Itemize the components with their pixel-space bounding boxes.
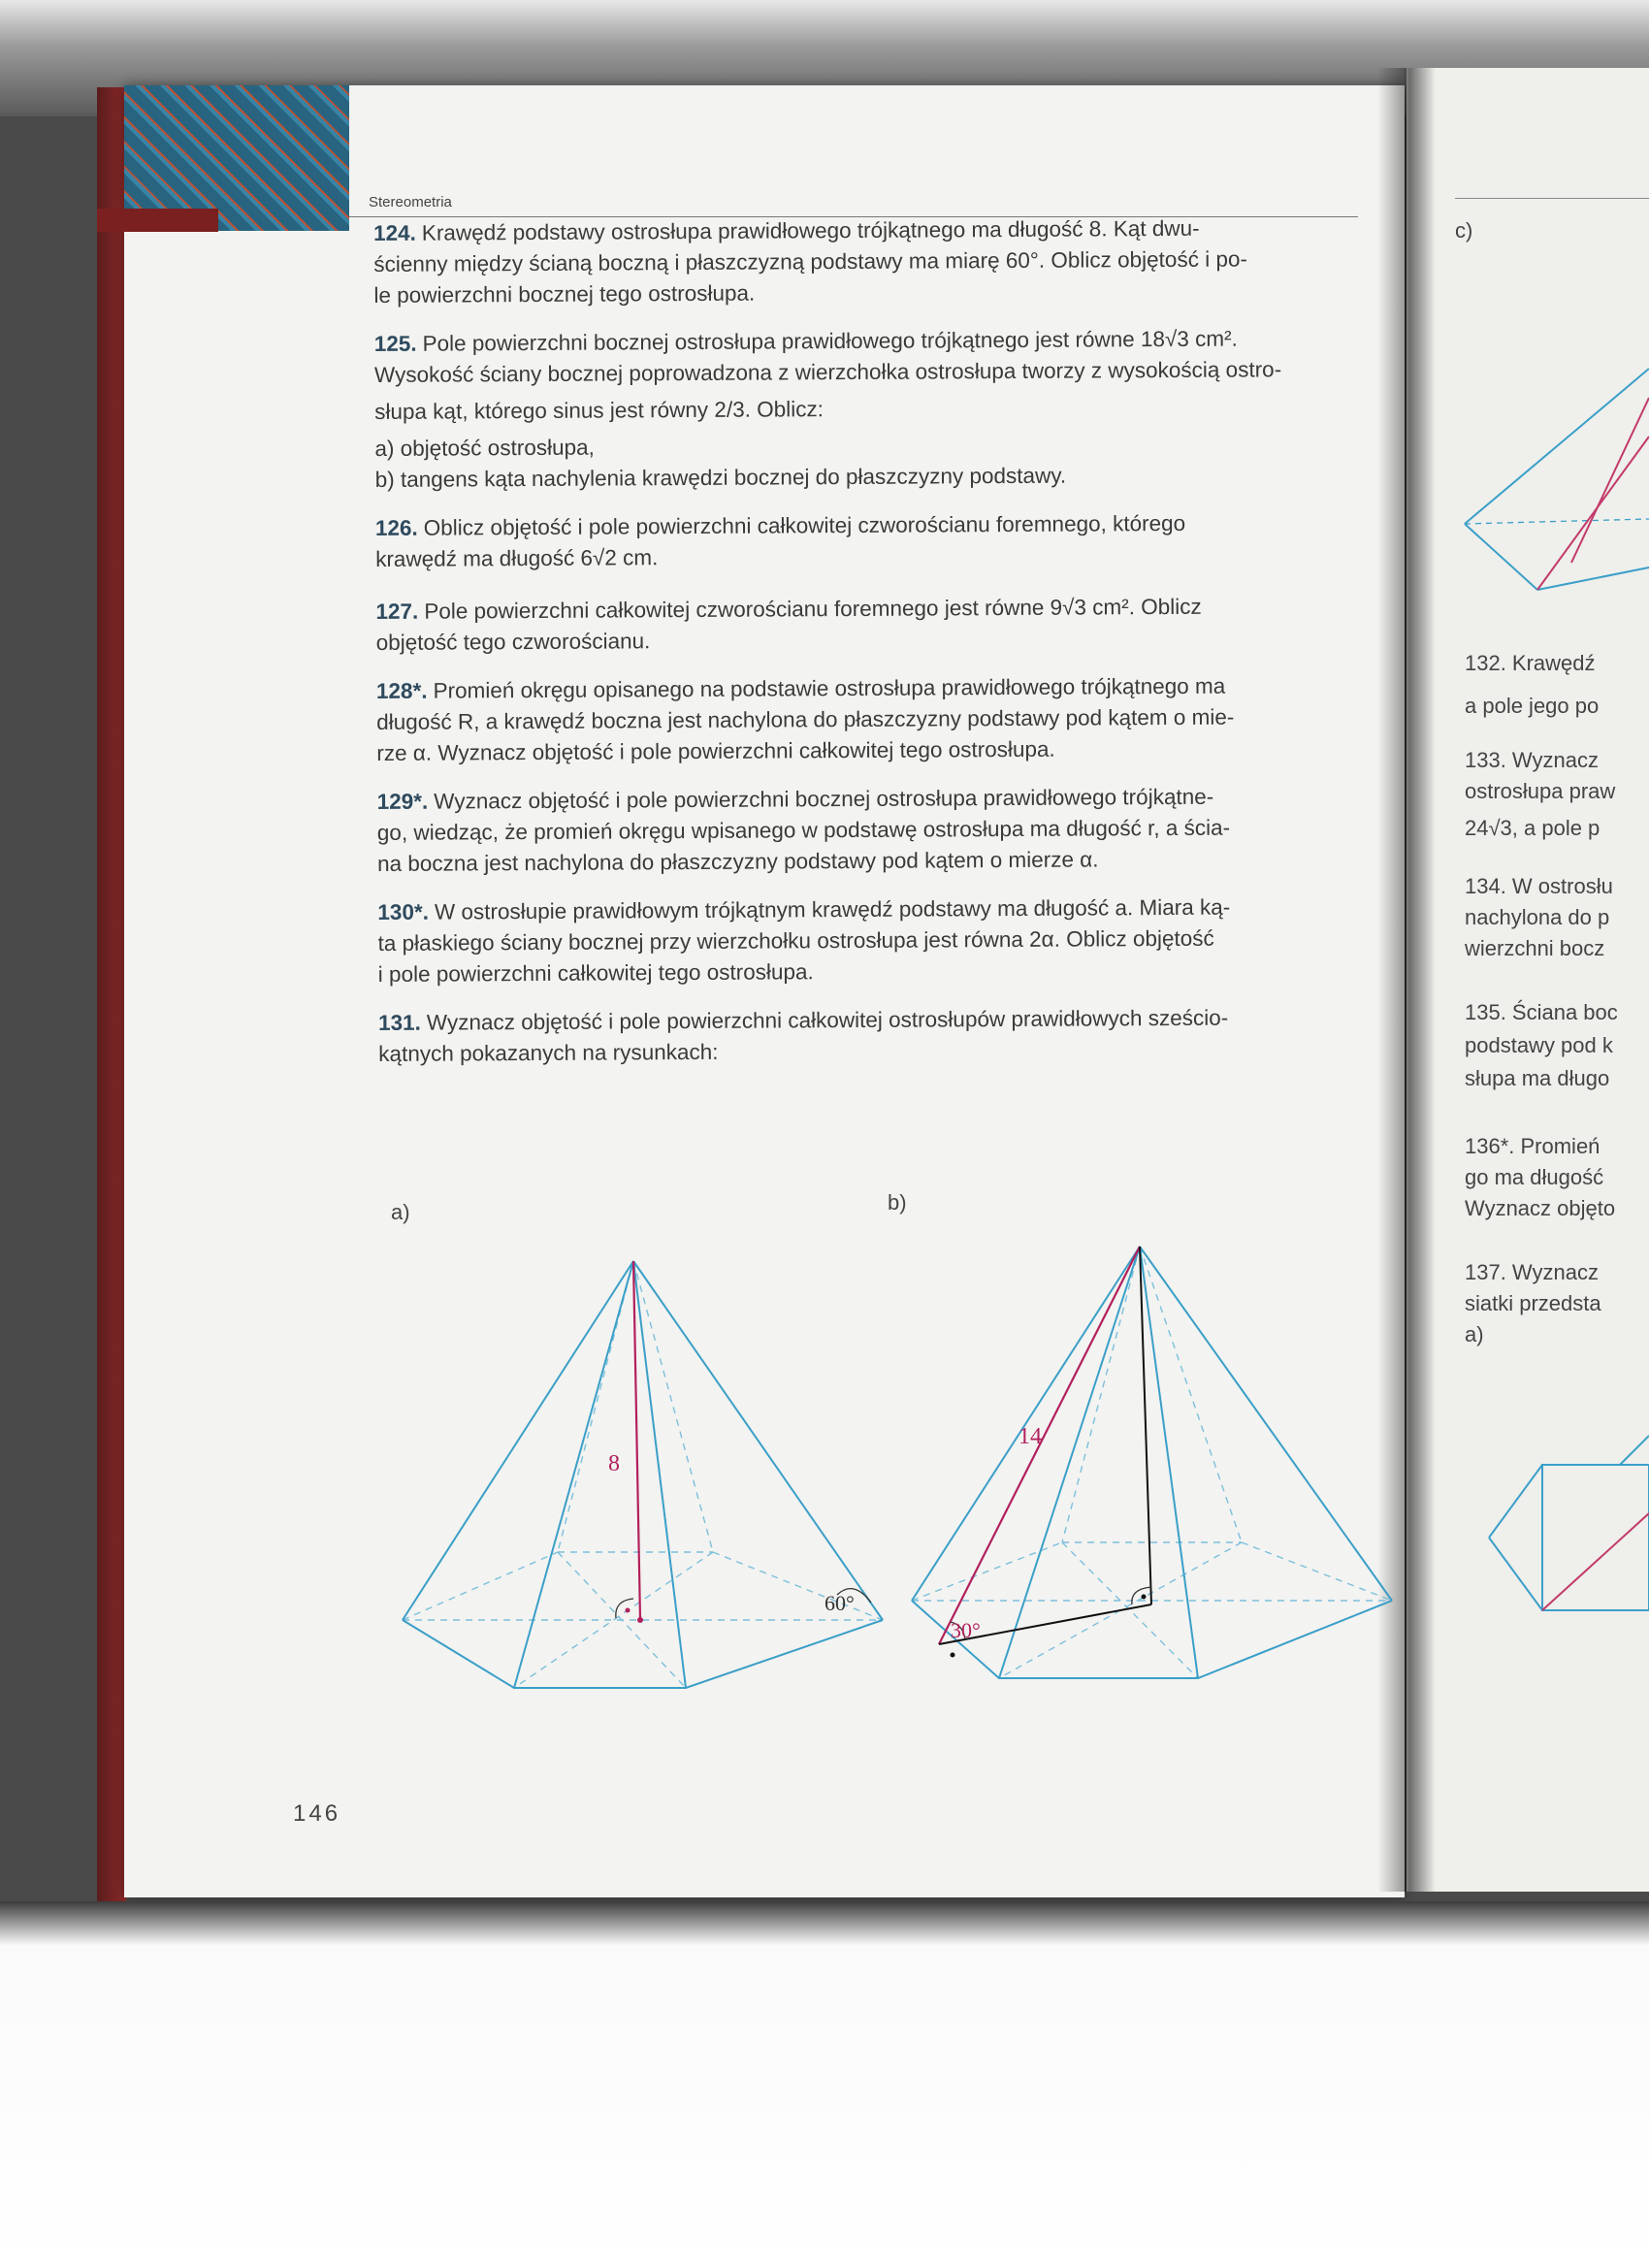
- problem-line: Krawędź podstawy ostrosłupa prawidłowego trójkątnego ma długość 8. Kąt dwu-: [421, 215, 1200, 245]
- hidden-edge: [633, 1261, 713, 1552]
- right-fragment: 135. Ściana boc: [1465, 1000, 1618, 1024]
- problem-line: b) tangens kąta nachylenia krawędzi bocznej do płaszczyzny podstawy.: [374, 463, 1067, 492]
- hidden-edge: [1140, 1247, 1242, 1542]
- problem-line: W ostrosłupie prawidłowym trójkątnym krawędź podstawy ma długość a. Miara ką-: [434, 894, 1231, 924]
- edge-line: [1537, 567, 1649, 590]
- right-fragment: 137. Wyznacz: [1465, 1260, 1599, 1284]
- highlighted-edge: [1571, 398, 1649, 563]
- problem-line: na boczna jest nachylona do płaszczyzny podstawy pod kątem o mierze α.: [376, 847, 1099, 876]
- problem-line: ta płaskiego ściany bocznej przy wierzchołku ostrosłupa jest równa 2α. Oblicz objętość: [377, 925, 1214, 956]
- lateral-edge: [999, 1247, 1140, 1678]
- right-angle-dot: [626, 1608, 630, 1613]
- lateral-edge: [1140, 1247, 1198, 1678]
- problem-127: [375, 591, 1374, 659]
- net-edge: [1489, 1465, 1542, 1538]
- net-edge: [1620, 1436, 1649, 1465]
- problem-line: Oblicz objętość i pole powierzchni całkowitej czworościanu foremnego, którego: [423, 510, 1186, 540]
- right-fragment: 134. W ostrosłu: [1465, 874, 1613, 898]
- figure-c-label: c): [1455, 218, 1473, 243]
- pyramid-figure-b: [912, 1247, 1392, 1678]
- problem-line: objętość tego czworościanu.: [375, 629, 651, 655]
- pyramid-figure-a: [403, 1261, 883, 1688]
- right-fragment: ostrosłupa praw: [1465, 779, 1616, 803]
- problem-number: 125.: [373, 331, 417, 356]
- hidden-edge: [403, 1552, 558, 1620]
- hidden-edge: [1242, 1542, 1392, 1601]
- height-value-label: 8: [608, 1451, 620, 1476]
- chapter-tab: [97, 209, 218, 232]
- hidden-diagonal: [558, 1552, 686, 1688]
- base-edges: [403, 1620, 883, 1688]
- base-edges: [912, 1601, 1392, 1678]
- right-fragment: Wyznacz objęto: [1465, 1196, 1616, 1220]
- highlighted-edge: [1537, 437, 1649, 590]
- right-fragment: 24√3, a pole p: [1465, 816, 1600, 840]
- net-edge: [1489, 1538, 1542, 1610]
- hidden-diagonal: [1062, 1542, 1198, 1678]
- problem-line: go, wiedząc, że promień okręgu wpisanego w podstawę ostrosłupa ma długość r, a ścia-: [376, 815, 1231, 845]
- right-angle-dot: [1142, 1595, 1147, 1600]
- problem-number: 128*.: [375, 678, 428, 703]
- right-fragment: a): [1465, 1322, 1484, 1346]
- net-square: [1542, 1465, 1649, 1610]
- angle-dot: [951, 1653, 955, 1658]
- right-fragment: wierzchni bocz: [1465, 936, 1605, 960]
- hexagonal-pyramid-figures: [383, 1232, 1411, 1717]
- problem-line: Wyznacz objętość i pole powierzchni całkowitej ostrosłupów prawidłowych sześcio-: [426, 1005, 1229, 1035]
- pyramid-height: [1140, 1247, 1151, 1604]
- problem-number: 127.: [375, 599, 419, 624]
- problem-number: 126.: [374, 515, 418, 540]
- problem-126: [375, 507, 1374, 575]
- edge-line: [1465, 369, 1649, 524]
- problem-line: Wysokość ściany bocznej poprowadzona z wierzchołka ostrosłupa tworzy z wysokością ostro-: [373, 357, 1282, 387]
- right-fragment: siatki przedsta: [1465, 1291, 1601, 1315]
- right-fragment: słupa ma długo: [1465, 1066, 1610, 1090]
- right-fragment: podstawy pod k: [1465, 1033, 1613, 1057]
- problem-list: [373, 212, 1377, 1087]
- angle-60-label: 60°: [824, 1591, 855, 1615]
- problem-line: długość R, a krawędź boczna jest nachylona do płaszczyzny podstawy pod kątem o mie-: [376, 704, 1235, 734]
- right-fragment: 132. Krawędź: [1465, 651, 1596, 675]
- problem-130: [377, 891, 1377, 990]
- problem-125: [374, 323, 1374, 496]
- problem-line: rze α. Wyznacz objętość i pole powierzchni całkowitej tego ostrosłupa.: [376, 736, 1055, 765]
- problem-line: le powierzchni bocznej tego ostrosłupa.: [373, 280, 756, 308]
- problem-line: słupa kąt, którego sinus jest równy 2/3. Oblicz:: [374, 397, 824, 424]
- right-page-header-rule: [1455, 198, 1649, 199]
- problem-line: Pole powierzchni całkowitej czworościanu foremnego jest równe 9√3 cm². Oblicz: [424, 594, 1202, 624]
- problem-line: kątnych pokazanych na rysunkach:: [378, 1039, 719, 1066]
- right-fragment: go ma długość: [1465, 1165, 1604, 1189]
- lateral-edge: [1140, 1247, 1392, 1601]
- problem-line: ścienny między ścianą boczną i płaszczyzną podstawy ma miarę 60°. Oblicz objętość i po-: [373, 246, 1248, 276]
- figure-b-label: b): [888, 1190, 907, 1215]
- problem-128: [376, 670, 1376, 769]
- running-head: Stereometria: [369, 194, 452, 211]
- lateral-edge: [403, 1261, 633, 1620]
- edge-line: [1465, 524, 1537, 590]
- base-center-point: [637, 1617, 643, 1623]
- problem-number: 124.: [373, 220, 416, 245]
- problem-number: 129*.: [376, 789, 429, 814]
- problem-line: krawędź ma długość 6√2 cm.: [375, 545, 659, 571]
- angle-30-label: 30°: [951, 1618, 981, 1642]
- scan-background-bottom: [0, 1901, 1649, 2268]
- problem-129: [377, 781, 1377, 880]
- problem-line: Pole powierzchni bocznej ostrosłupa prawidłowego trójkątnego jest równe 18√3 cm².: [422, 326, 1238, 356]
- hidden-edge: [713, 1552, 883, 1620]
- highlighted-edge: [1542, 1513, 1649, 1610]
- problem-line: Wyznacz objętość i pole powierzchni bocznej ostrosłupa prawidłowego trójkątne-: [434, 784, 1214, 814]
- right-angle-mark: [616, 1599, 633, 1618]
- problem-number: 130*.: [377, 899, 430, 924]
- problem-124: [373, 212, 1374, 311]
- right-fragment: a pole jego po: [1465, 694, 1600, 718]
- problem-line: a) objętość ostrosłupa,: [374, 435, 595, 461]
- problem-131: [378, 1002, 1377, 1070]
- edge-14-label: 14: [1018, 1424, 1042, 1449]
- right-fragment: nachylona do p: [1465, 905, 1610, 929]
- page-number: 146: [293, 1800, 341, 1827]
- right-fragment: 133. Wyznacz: [1465, 748, 1599, 772]
- problem-number: 131.: [377, 1010, 421, 1035]
- problem-line: Promień okręgu opisanego na podstawie ostrosłupa prawidłowego trójkątnego ma: [433, 673, 1226, 703]
- problem-line: i pole powierzchni całkowitej tego ostrosłupa.: [377, 959, 814, 987]
- hidden-edge: [1062, 1247, 1140, 1542]
- figure-a-label: a): [391, 1200, 410, 1224]
- right-fragment: 136*. Promień: [1465, 1134, 1600, 1158]
- book-cover-edge: [97, 87, 126, 1901]
- hidden-edge: [1465, 519, 1649, 524]
